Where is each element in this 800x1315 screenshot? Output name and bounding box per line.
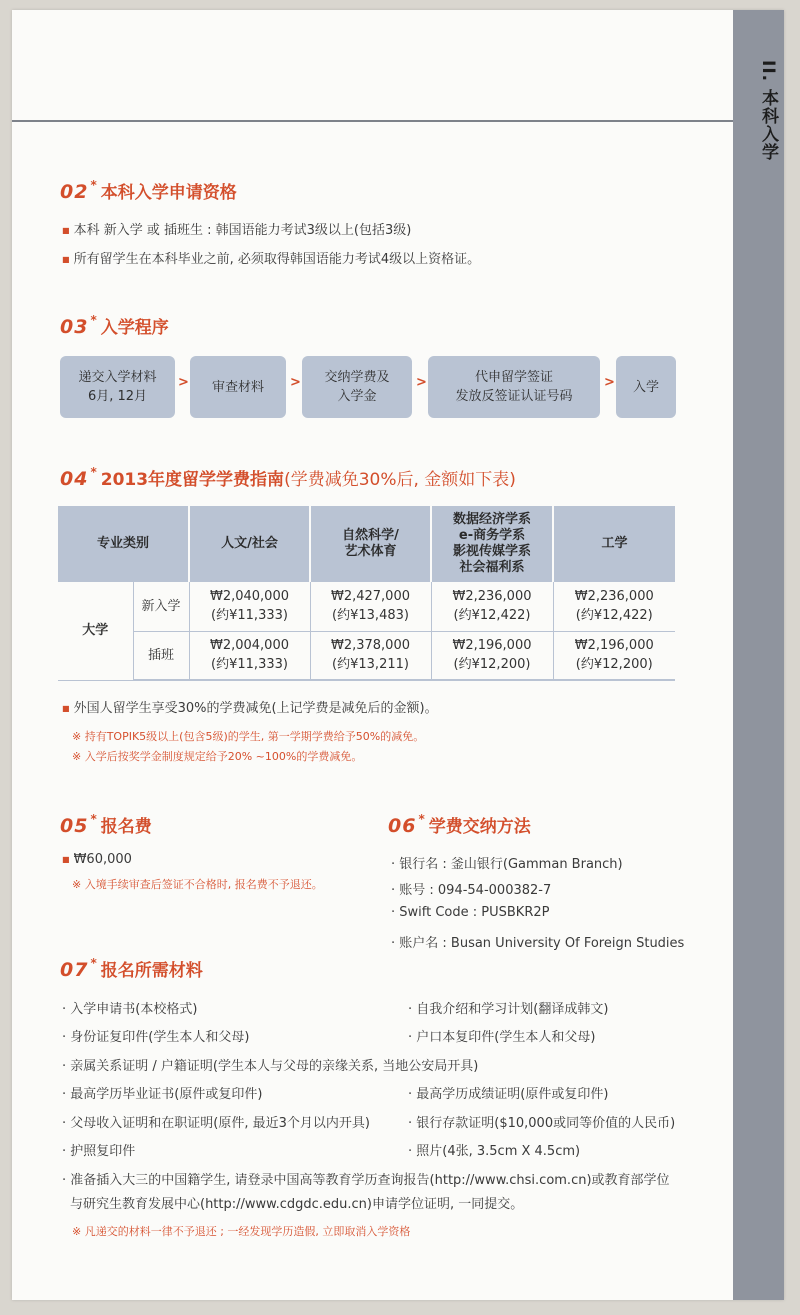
header-natural-science: 自然科学/ 艺术体育 xyxy=(310,506,431,582)
row-label-new: 新入学 xyxy=(133,582,189,631)
section-03-star: * xyxy=(90,313,97,327)
section-05-title xyxy=(60,812,152,837)
section-03-number: 03 xyxy=(60,316,89,338)
document-item: · 亲属关系证明 / 户籍证明(学生本人与父母的亲缘关系, 当地公安局开具) xyxy=(62,1059,479,1074)
section-03-title xyxy=(60,313,169,338)
document-item: · 照片(4张, 3.5cm X 4.5cm) xyxy=(408,1144,581,1159)
eligibility-bullet-2: ■ 所有留学生在本科毕业之前, 必须取得韩国语能力考试4级以上资格证。 xyxy=(62,252,481,267)
eligibility-bullet-1: ■ 本科 新入学 或 插班生 : 韩国语能力考试3级以上(包括3级) xyxy=(62,223,412,238)
document-item: · 父母收入证明和在职证明(原件, 最近3个月以内开具) xyxy=(62,1116,370,1131)
section-06-heading: 学费交纳方法 xyxy=(428,817,531,837)
tuition-discount-text: 外国人留学生享受30%的学费减免(上记学费是减免后的金额)。 xyxy=(73,701,438,716)
tuition-note-2: ※ 入学后按奖学金制度规定给予20% ~100%的学费减免。 xyxy=(72,750,363,763)
document-item: · 身份证复印件(学生本人和父母) xyxy=(62,1030,250,1045)
process-step-5: 入学 xyxy=(616,356,676,418)
document-item: · 准备插入大三的中国籍学生, 请登录中国高等教育学历查询报告(http://www.chsi.com.cn)或教育部学位 xyxy=(62,1173,670,1188)
section-02-heading: 本科入学申请资格 xyxy=(100,183,237,203)
table-row xyxy=(58,582,675,631)
tuition-discount-bullet: ■ 外国人留学生享受30%的学费减免(上记学费是减免后的金额)。 xyxy=(62,701,438,716)
header-engineering: 工学 xyxy=(553,506,675,582)
process-step-4: 代申留学签证 发放反签证认证号码 xyxy=(428,356,600,418)
table-cell: ₩2,378,000 (约¥13,211) xyxy=(310,631,431,680)
row-label-transfer: 插班 xyxy=(133,631,189,680)
document-item: · 最高学历毕业证书(原件或复印件) xyxy=(62,1087,263,1102)
tuition-table xyxy=(58,506,675,681)
application-fee-bullet: ■ ₩60,000 xyxy=(62,852,132,867)
process-arrow-4: > xyxy=(604,375,615,390)
table-cell: ₩2,004,000 (约¥11,333) xyxy=(189,631,310,680)
process-arrow-2: > xyxy=(290,375,301,390)
section-02-number: 02 xyxy=(60,181,89,203)
bank-account-number: · 账号 : 094-54-000382-7 xyxy=(391,883,552,898)
tuition-note-1: ※ 持有TOPIK5级以上(包含5级)的学生, 第一学期学费给予50%的减免。 xyxy=(72,730,425,743)
section-07-heading: 报名所需材料 xyxy=(100,961,203,981)
table-cell: ₩2,427,000 (约¥13,483) xyxy=(310,582,431,631)
eligibility-text-1: 本科 新入学 或 插班生 : 韩国语能力考试3级以上(包括3级) xyxy=(73,223,412,238)
process-arrow-3: > xyxy=(416,375,427,390)
process-arrow-1: > xyxy=(178,375,189,390)
application-fee-value: ₩60,000 xyxy=(73,852,132,867)
eligibility-text-2: 所有留学生在本科毕业之前, 必须取得韩国语能力考试4级以上资格证。 xyxy=(73,252,481,267)
section-06-title xyxy=(388,812,531,837)
tuition-header-row xyxy=(58,506,675,582)
section-07-number: 07 xyxy=(60,959,89,981)
section-06-number: 06 xyxy=(388,815,417,837)
bank-account-holder: · 账户名 : Busan University Of Foreign Studies xyxy=(391,936,685,951)
table-row xyxy=(58,631,675,680)
table-cell: ₩2,236,000 (约¥12,422) xyxy=(553,582,675,631)
table-cell: ₩2,196,000 (约¥12,200) xyxy=(431,631,553,680)
process-step-3: 交纳学费及 入学金 xyxy=(302,356,412,418)
section-07-star: * xyxy=(90,956,97,970)
section-06-star: * xyxy=(418,812,425,826)
header-divider xyxy=(12,120,733,122)
document-item-continued: 与研究生教育发展中心(http://www.cdgdc.edu.cn)申请学位证明, 一同提交。 xyxy=(70,1197,524,1212)
row-level: 大学 xyxy=(58,582,133,680)
section-04-heading: 2013年度留学学费指南 xyxy=(100,470,285,490)
chapter-sidebar xyxy=(733,10,784,1300)
section-05-heading: 报名费 xyxy=(100,817,152,837)
document-item: · 护照复印件 xyxy=(62,1144,136,1159)
process-step-2: 审查材料 xyxy=(190,356,286,418)
process-step-1: 递交入学材料 6月, 12月 xyxy=(60,356,175,418)
application-fee-note: ※ 入境手续审查后签证不合格时, 报名费不予退还。 xyxy=(72,878,323,891)
section-04-title xyxy=(60,465,516,490)
document-item: · 入学申请书(本校格式) xyxy=(62,1002,198,1017)
document-item: · 银行存款证明($10,000或同等价值的人民币) xyxy=(408,1116,676,1131)
section-05-star: * xyxy=(90,812,97,826)
section-04-number: 04 xyxy=(60,468,89,490)
document-item: · 最高学历成绩证明(原件或复印件) xyxy=(408,1087,609,1102)
section-05-number: 05 xyxy=(60,815,89,837)
document-item: · 自我介绍和学习计划(翻译成韩文) xyxy=(408,1002,609,1017)
bank-name: · 银行名 : 釜山银行(Gamman Branch) xyxy=(391,857,623,872)
section-02-star: * xyxy=(90,178,97,192)
section-03-heading: 入学程序 xyxy=(100,318,169,338)
chapter-title: II. 本科入学 xyxy=(758,60,778,162)
documents-note: ※ 凡递交的材料一律不予退还 ; 一经发现学历造假, 立即取消入学资格 xyxy=(72,1225,411,1238)
table-cell: ₩2,040,000 (约¥11,333) xyxy=(189,582,310,631)
header-data-economics: 数据经济学系 e-商务学系 影视传媒学系 社会福利系 xyxy=(431,506,553,582)
document-item: · 户口本复印件(学生本人和父母) xyxy=(408,1030,596,1045)
section-07-title xyxy=(60,956,203,981)
table-cell: ₩2,196,000 (约¥12,200) xyxy=(553,631,675,680)
table-cell: ₩2,236,000 (约¥12,422) xyxy=(431,582,553,631)
section-02-title xyxy=(60,178,237,203)
header-major-category: 专业类别 xyxy=(58,506,189,582)
section-04-star: * xyxy=(90,465,97,479)
header-humanities: 人文/社会 xyxy=(189,506,310,582)
section-04-subtitle: (学费减免30%后, 金额如下表) xyxy=(284,470,516,490)
bank-swift-code: · Swift Code : PUSBKR2P xyxy=(391,905,550,920)
